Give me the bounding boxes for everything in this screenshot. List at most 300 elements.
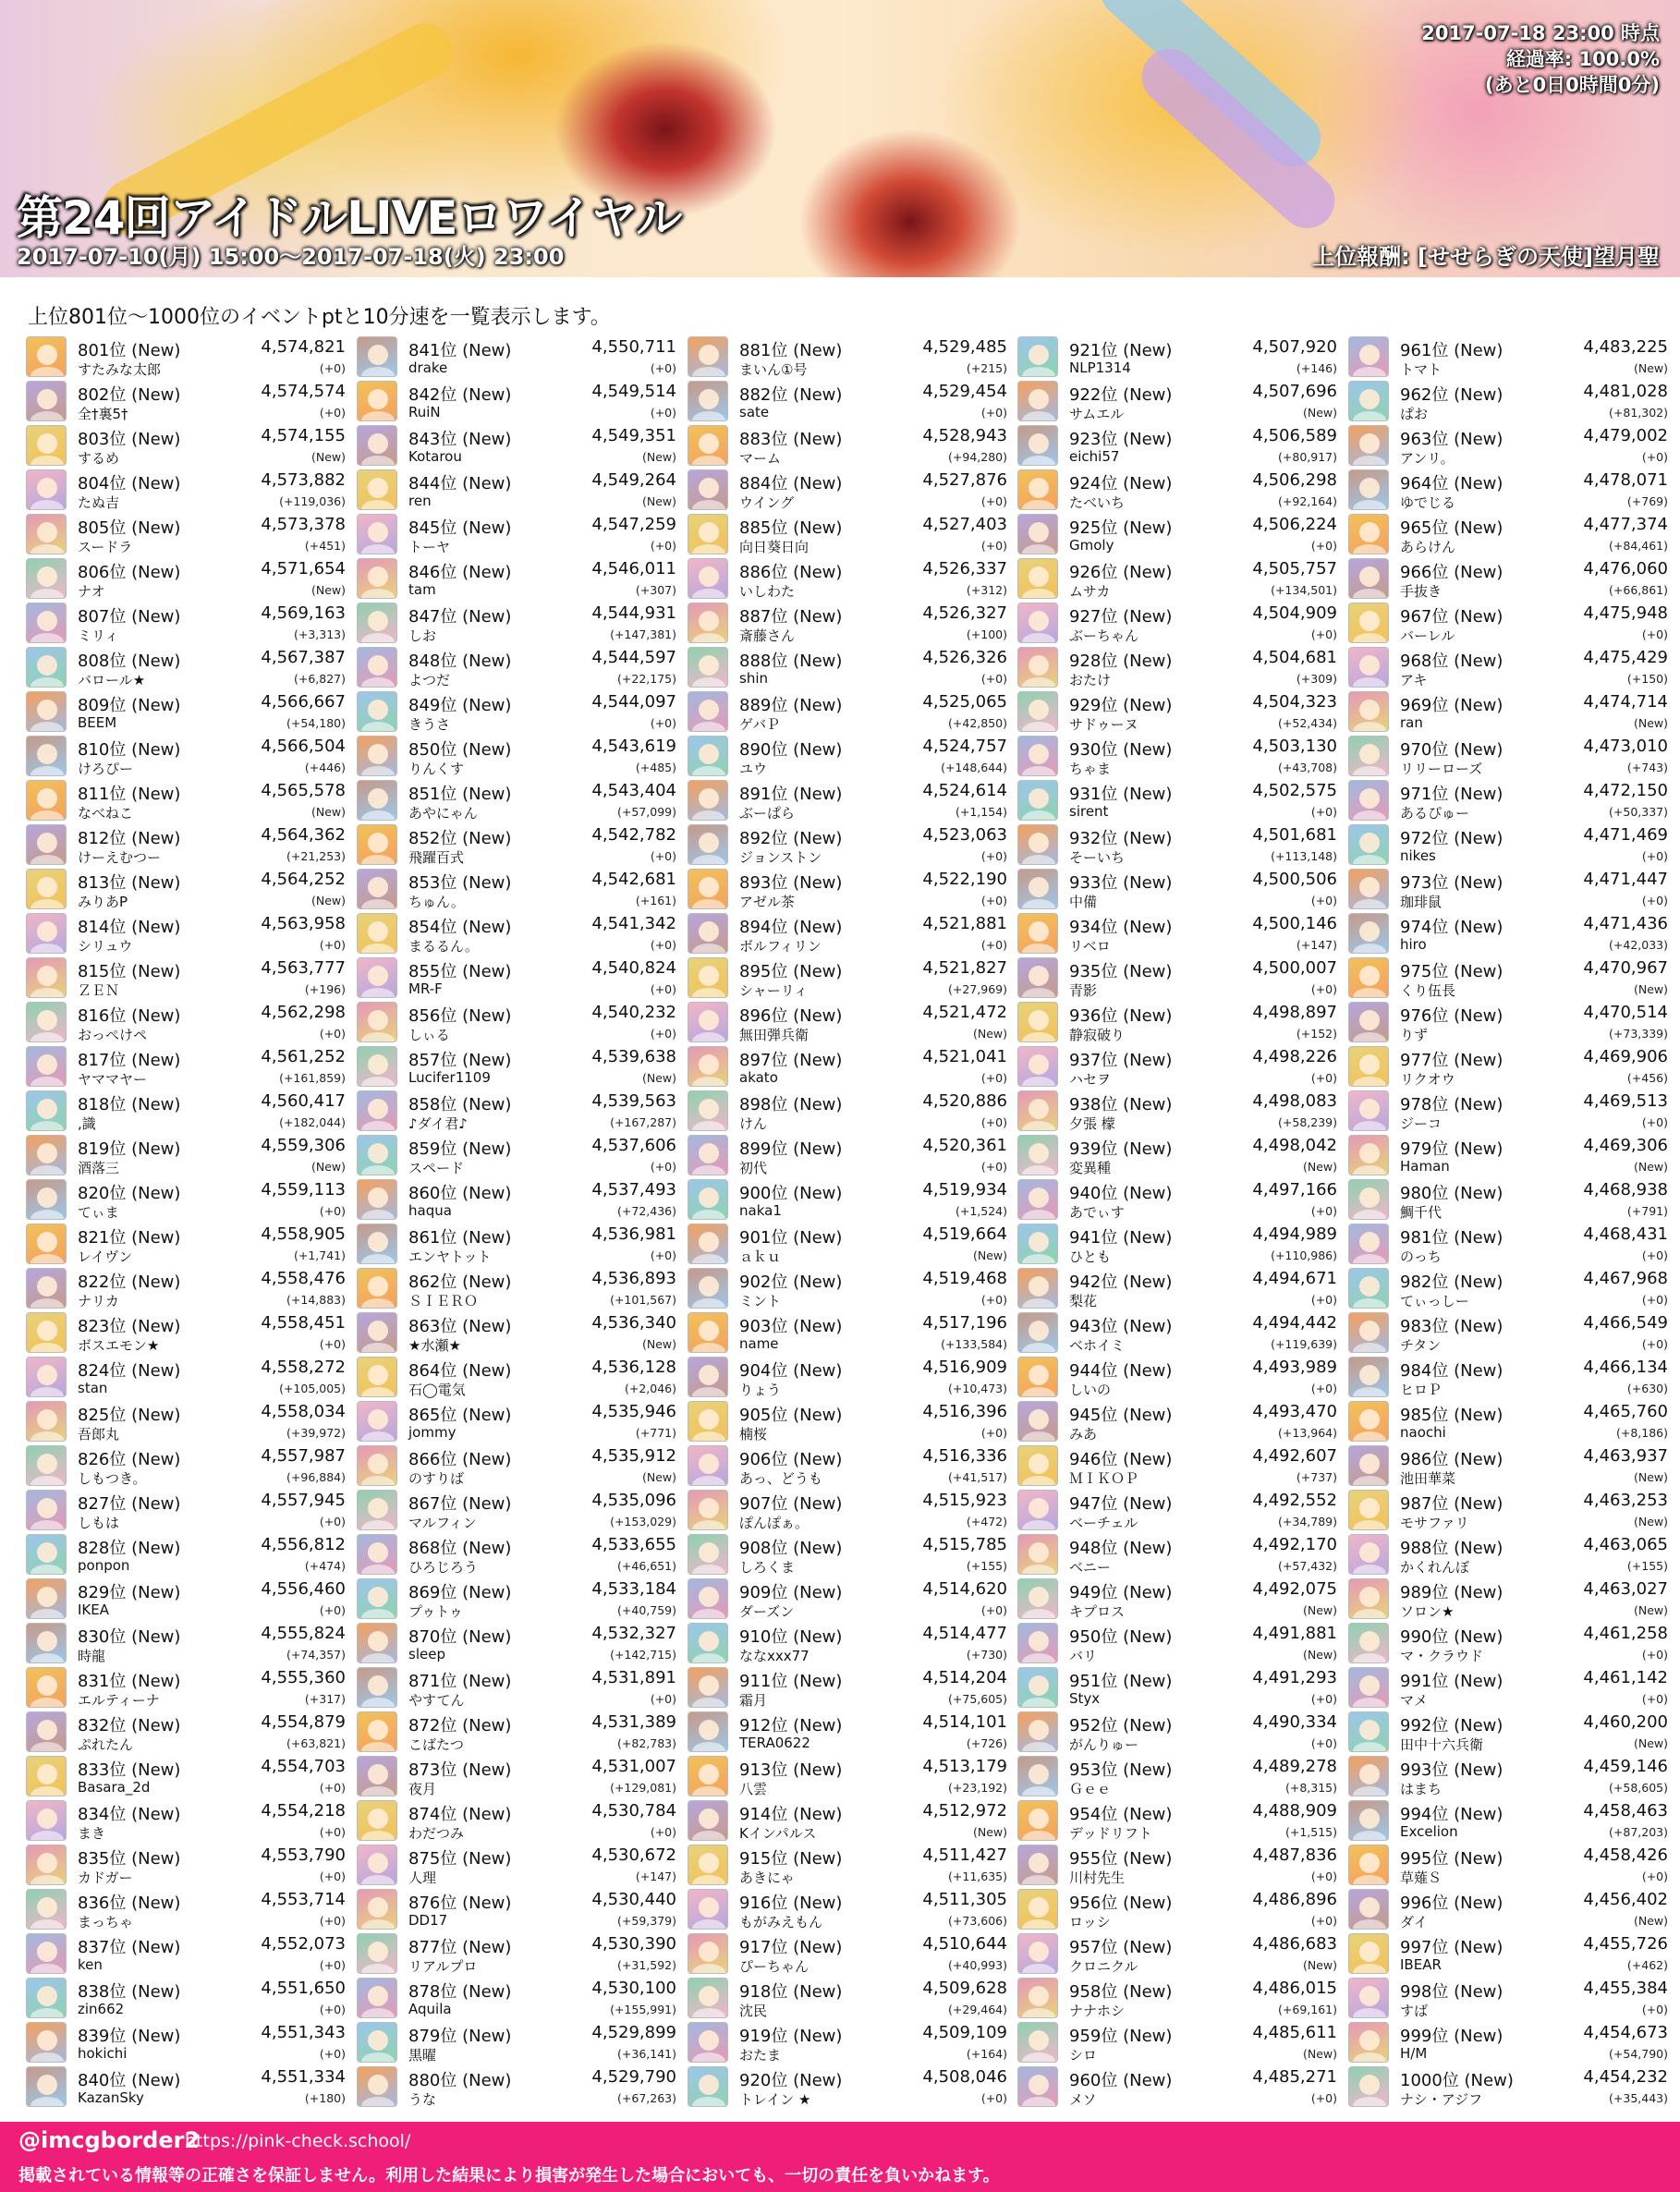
rank-label: 951位 (New) bbox=[1069, 1672, 1173, 1691]
idol-card-icon bbox=[688, 1667, 728, 1708]
rank-label: 912位 (New) bbox=[739, 1716, 843, 1735]
player-name: よつだ bbox=[408, 672, 451, 688]
ten-minute-speed: (New) bbox=[1302, 1603, 1337, 1617]
player-name: あらけん bbox=[1400, 539, 1456, 555]
event-points: 4,573,378 bbox=[261, 515, 346, 534]
idol-card-icon bbox=[357, 647, 397, 688]
rank-label: 819位 (New) bbox=[78, 1139, 181, 1159]
player-name: こばたつ bbox=[408, 1736, 465, 1753]
player-name: ひろじろう bbox=[408, 1559, 479, 1576]
event-points: 4,558,034 bbox=[261, 1402, 346, 1421]
rank-label: 876位 (New) bbox=[408, 1894, 512, 1913]
ranking-row bbox=[1348, 867, 1672, 911]
ten-minute-speed: (+6,827) bbox=[293, 672, 346, 686]
rank-label: 874位 (New) bbox=[408, 1805, 512, 1824]
idol-card-icon bbox=[357, 603, 397, 643]
ranking-row bbox=[688, 1355, 1011, 1399]
player-name: 珈琲鼠 bbox=[1400, 894, 1443, 910]
idol-card-icon bbox=[26, 469, 67, 510]
ten-minute-speed: (+0) bbox=[1310, 894, 1337, 907]
idol-card-icon bbox=[26, 1135, 67, 1175]
ten-minute-speed: (+317) bbox=[304, 1692, 346, 1706]
event-points: 4,472,150 bbox=[1583, 781, 1668, 800]
player-name: 黒曜 bbox=[408, 2047, 437, 2064]
event-points: 4,554,703 bbox=[261, 1757, 346, 1776]
rank-label: 929位 (New) bbox=[1069, 696, 1173, 715]
ten-minute-speed: (+34,789) bbox=[1278, 1515, 1337, 1528]
event-points: 4,549,351 bbox=[591, 426, 676, 445]
player-name: リアルプロ bbox=[408, 1958, 478, 1975]
ranking-row bbox=[1017, 1177, 1341, 1222]
event-points: 4,555,824 bbox=[261, 1624, 346, 1643]
idol-card-icon bbox=[357, 780, 397, 821]
idol-card-icon bbox=[1017, 1090, 1058, 1131]
idol-card-icon bbox=[688, 336, 728, 377]
ranking-row bbox=[357, 1843, 680, 1887]
player-name: 飛躍百式 bbox=[408, 849, 465, 866]
ranking-row bbox=[357, 512, 680, 556]
ranking-row bbox=[26, 689, 349, 734]
ranking-row bbox=[1348, 1399, 1672, 1443]
event-points: 4,492,170 bbox=[1252, 1535, 1337, 1554]
event-points: 4,500,007 bbox=[1252, 958, 1337, 978]
event-points: 4,536,128 bbox=[591, 1358, 676, 1377]
ten-minute-speed: (+1,741) bbox=[293, 1248, 346, 1262]
disclaimer-text: 掲載されている情報等の正確さを保証しません。利用した結果により損害が発生した場合においても、一切の責任を負いかねます。 bbox=[18, 2166, 1000, 2186]
event-points: 4,549,264 bbox=[591, 470, 676, 490]
ten-minute-speed: (New) bbox=[1302, 1648, 1337, 1662]
ranking-row bbox=[26, 468, 349, 512]
player-name: ran bbox=[1400, 714, 1423, 731]
idol-card-icon bbox=[1348, 1002, 1389, 1042]
rank-label: 965位 (New) bbox=[1400, 518, 1503, 538]
ranking-row bbox=[1017, 1577, 1341, 1621]
ranking-row bbox=[26, 1177, 349, 1222]
ten-minute-speed: (New) bbox=[1633, 1160, 1668, 1174]
ranking-row bbox=[688, 1177, 1011, 1222]
ranking-row bbox=[688, 1443, 1011, 1488]
event-points: 4,556,460 bbox=[261, 1579, 346, 1599]
player-name: haqua bbox=[408, 1202, 452, 1219]
event-points: 4,536,981 bbox=[591, 1224, 676, 1244]
idol-card-icon bbox=[688, 824, 728, 865]
ten-minute-speed: (+0) bbox=[1310, 2091, 1337, 2105]
ranking-row bbox=[1348, 1887, 1672, 1931]
ranking-row bbox=[26, 379, 349, 423]
player-name: カドガー bbox=[78, 1869, 133, 1886]
rank-label: 981位 (New) bbox=[1400, 1228, 1503, 1248]
event-points: 4,542,782 bbox=[591, 825, 676, 845]
ten-minute-speed: (+133,584) bbox=[941, 1337, 1007, 1351]
player-name: shin bbox=[739, 670, 768, 687]
idol-card-icon bbox=[26, 691, 67, 732]
rank-label: 863位 (New) bbox=[408, 1317, 512, 1336]
idol-card-icon bbox=[1017, 1711, 1058, 1752]
ranking-row bbox=[26, 423, 349, 468]
idol-card-icon bbox=[26, 381, 67, 421]
rank-label: 850位 (New) bbox=[408, 740, 512, 760]
event-points: 4,530,672 bbox=[591, 1845, 676, 1865]
rank-label: 856位 (New) bbox=[408, 1006, 512, 1026]
ranking-row bbox=[1348, 379, 1672, 423]
player-name: ゆでじる bbox=[1400, 494, 1456, 511]
event-points: 4,516,336 bbox=[922, 1446, 1007, 1466]
rank-label: 943位 (New) bbox=[1069, 1317, 1173, 1336]
ranking-row bbox=[1348, 1177, 1672, 1222]
ranking-row bbox=[688, 956, 1011, 1000]
idol-card-icon bbox=[357, 514, 397, 554]
ten-minute-speed: (+0) bbox=[319, 406, 346, 420]
ten-minute-speed: (+0) bbox=[1641, 627, 1668, 641]
ten-minute-speed: (+180) bbox=[304, 2091, 346, 2105]
ten-minute-speed: (+29,464) bbox=[948, 2003, 1007, 2016]
event-points: 4,455,726 bbox=[1583, 1934, 1668, 1954]
ten-minute-speed: (+791) bbox=[1626, 1204, 1668, 1218]
idol-card-icon bbox=[1017, 647, 1058, 688]
ten-minute-speed: (+161,859) bbox=[279, 1071, 346, 1085]
ten-minute-speed: (New) bbox=[1633, 1914, 1668, 1928]
ranking-row bbox=[1348, 734, 1672, 778]
player-name: ハセヲ bbox=[1069, 1071, 1112, 1088]
player-name: IKEA bbox=[78, 1601, 109, 1618]
event-period: 2017-07-10(月) 15:00～2017-07-18(火) 23:00 bbox=[17, 244, 565, 270]
player-name: ジーコ bbox=[1400, 1115, 1443, 1132]
player-name: メソ bbox=[1069, 2091, 1097, 2108]
player-name: 斎藤さん bbox=[739, 627, 796, 644]
ranking-row bbox=[26, 1399, 349, 1443]
twitter-handle-link[interactable]: @imcgborder2 bbox=[18, 2127, 201, 2153]
player-name: クロニクル bbox=[1069, 1958, 1138, 1975]
player-name: ちゅん。 bbox=[408, 894, 465, 910]
ranking-row bbox=[1017, 645, 1341, 689]
ten-minute-speed: (+40,759) bbox=[617, 1603, 676, 1617]
rank-label: 861位 (New) bbox=[408, 1228, 512, 1248]
player-name: Kインパルス bbox=[739, 1825, 817, 1842]
rank-label: 888位 (New) bbox=[739, 652, 843, 671]
ranking-row bbox=[688, 822, 1011, 867]
ranking-row bbox=[26, 1266, 349, 1310]
ten-minute-speed: (+35,443) bbox=[1609, 2091, 1668, 2105]
rank-label: 957位 (New) bbox=[1069, 1938, 1173, 1957]
ranking-row bbox=[357, 734, 680, 778]
rank-label: 802位 (New) bbox=[78, 385, 181, 405]
idol-card-icon bbox=[26, 1800, 67, 1841]
event-points: 4,473,010 bbox=[1583, 737, 1668, 756]
player-name: 池田華菜 bbox=[1400, 1470, 1456, 1487]
event-points: 4,540,824 bbox=[591, 958, 676, 978]
ten-minute-speed: (+485) bbox=[635, 761, 676, 774]
ten-minute-speed: (+73,606) bbox=[948, 1914, 1007, 1928]
idol-card-icon bbox=[1017, 1224, 1058, 1264]
idol-card-icon bbox=[357, 1490, 397, 1530]
rank-label: 801位 (New) bbox=[78, 341, 181, 360]
player-name: hiro bbox=[1400, 936, 1427, 953]
player-name: hokichi bbox=[78, 2045, 128, 2062]
ten-minute-speed: (+446) bbox=[304, 761, 346, 774]
player-name: 鯛千代 bbox=[1400, 1204, 1443, 1221]
idol-card-icon bbox=[1348, 1046, 1389, 1087]
idol-card-icon bbox=[26, 1490, 67, 1530]
idol-card-icon bbox=[1017, 1578, 1058, 1619]
rank-label: 998位 (New) bbox=[1400, 1982, 1503, 2002]
idol-card-icon bbox=[26, 1711, 67, 1752]
idol-card-icon bbox=[1348, 780, 1389, 821]
ten-minute-speed: (+730) bbox=[966, 1648, 1007, 1662]
ten-minute-speed: (+0) bbox=[650, 1825, 676, 1839]
rank-label: 925位 (New) bbox=[1069, 518, 1173, 538]
ranking-row bbox=[1017, 2064, 1341, 2109]
ranking-row bbox=[357, 1887, 680, 1931]
ten-minute-speed: (+0) bbox=[980, 1115, 1007, 1129]
player-name: しぃる bbox=[408, 1027, 450, 1043]
idol-card-icon bbox=[357, 957, 397, 998]
ten-minute-speed: (New) bbox=[1302, 1958, 1337, 1972]
rank-label: 972位 (New) bbox=[1400, 829, 1503, 848]
ranking-row bbox=[688, 1222, 1011, 1266]
rank-label: 968位 (New) bbox=[1400, 652, 1503, 671]
player-name: RuiN bbox=[408, 404, 441, 420]
idol-card-icon bbox=[1017, 558, 1058, 599]
ranking-row bbox=[1348, 512, 1672, 556]
ranking-row bbox=[26, 645, 349, 689]
event-points: 4,544,097 bbox=[591, 692, 676, 712]
idol-card-icon bbox=[688, 780, 728, 821]
rank-label: 895位 (New) bbox=[739, 962, 843, 981]
rank-label: 975位 (New) bbox=[1400, 962, 1503, 981]
player-name: ナリカ bbox=[78, 1293, 119, 1309]
ranking-row bbox=[688, 1044, 1011, 1089]
player-name: Kotarou bbox=[408, 448, 462, 465]
idol-card-icon bbox=[1017, 469, 1058, 510]
ranking-row bbox=[688, 645, 1011, 689]
idol-card-icon bbox=[1017, 913, 1058, 954]
ten-minute-speed: (+0) bbox=[319, 2047, 346, 2061]
event-points: 4,483,225 bbox=[1583, 337, 1668, 357]
rank-label: 855位 (New) bbox=[408, 962, 512, 981]
event-points: 4,558,272 bbox=[261, 1358, 346, 1377]
ranking-column bbox=[1017, 335, 1341, 2109]
player-name: はまち bbox=[1400, 1781, 1443, 1797]
event-points: 4,511,427 bbox=[922, 1845, 1007, 1865]
idol-card-icon bbox=[1017, 1978, 1058, 2018]
idol-card-icon bbox=[688, 691, 728, 732]
event-points: 4,565,578 bbox=[261, 781, 346, 800]
rank-label: 854位 (New) bbox=[408, 918, 512, 937]
idol-card-icon bbox=[688, 425, 728, 466]
player-name: マ・クラウド bbox=[1400, 1648, 1484, 1664]
rank-label: 974位 (New) bbox=[1400, 918, 1503, 937]
rank-label: 940位 (New) bbox=[1069, 1184, 1173, 1203]
ten-minute-speed: (New) bbox=[641, 1071, 676, 1085]
idol-card-icon bbox=[357, 1845, 397, 1885]
ranking-row bbox=[1348, 1665, 1672, 1710]
ranking-row bbox=[1348, 1621, 1672, 1665]
rank-label: 813位 (New) bbox=[78, 873, 181, 893]
event-points: 4,491,881 bbox=[1252, 1624, 1337, 1643]
idol-card-icon bbox=[26, 1002, 67, 1042]
ranking-row bbox=[1348, 1222, 1672, 1266]
ranking-row bbox=[1348, 1532, 1672, 1577]
player-name: ＭＩＫＯＰ bbox=[1069, 1470, 1139, 1487]
idol-card-icon bbox=[1348, 647, 1389, 688]
event-points: 4,549,514 bbox=[591, 382, 676, 401]
event-points: 4,530,784 bbox=[591, 1801, 676, 1821]
event-points: 4,474,714 bbox=[1583, 692, 1668, 712]
rank-label: 963位 (New) bbox=[1400, 430, 1503, 449]
ranking-row bbox=[357, 1266, 680, 1310]
idol-card-icon bbox=[1017, 824, 1058, 865]
rank-label: 904位 (New) bbox=[739, 1361, 843, 1381]
idol-card-icon bbox=[357, 1623, 397, 1663]
ten-minute-speed: (+307) bbox=[635, 583, 676, 597]
event-points: 4,459,146 bbox=[1583, 1757, 1668, 1776]
ten-minute-speed: (+0) bbox=[650, 1160, 676, 1174]
ranking-row bbox=[1348, 601, 1672, 645]
footer bbox=[0, 2122, 1680, 2192]
rank-label: 907位 (New) bbox=[739, 1494, 843, 1514]
ten-minute-speed: (+726) bbox=[966, 1736, 1007, 1750]
rank-label: 967位 (New) bbox=[1400, 607, 1503, 627]
ten-minute-speed: (New) bbox=[1633, 1736, 1668, 1750]
ten-minute-speed: (+0) bbox=[319, 1825, 346, 1839]
rank-label: 864位 (New) bbox=[408, 1361, 512, 1381]
event-points: 4,460,200 bbox=[1583, 1712, 1668, 1732]
ten-minute-speed: (+472) bbox=[966, 1515, 1007, 1528]
rank-label: 999位 (New) bbox=[1400, 2027, 1503, 2046]
ranking-row bbox=[688, 1488, 1011, 1532]
player-name: 人理 bbox=[408, 1869, 437, 1886]
idol-card-icon bbox=[357, 1756, 397, 1796]
ranking-row bbox=[1017, 1222, 1341, 1266]
event-points: 4,504,909 bbox=[1252, 603, 1337, 623]
ten-minute-speed: (+152) bbox=[1296, 1027, 1337, 1041]
idol-card-icon bbox=[1348, 1667, 1389, 1708]
idol-card-icon bbox=[1017, 1135, 1058, 1175]
rank-label: 865位 (New) bbox=[408, 1406, 512, 1425]
ten-minute-speed: (+14,883) bbox=[286, 1293, 346, 1307]
event-points: 4,469,306 bbox=[1583, 1136, 1668, 1155]
player-name: 向日葵日向 bbox=[739, 539, 810, 555]
ten-minute-speed: (+0) bbox=[1641, 849, 1668, 863]
ranking-row bbox=[26, 1931, 349, 1976]
ten-minute-speed: (+69,161) bbox=[1278, 2003, 1337, 2016]
ten-minute-speed: (+0) bbox=[980, 406, 1007, 420]
ten-minute-speed: (+0) bbox=[1641, 1692, 1668, 1706]
idol-card-icon bbox=[26, 2022, 67, 2063]
player-name: 草薙Ｓ bbox=[1400, 1869, 1443, 1886]
idol-card-icon bbox=[357, 913, 397, 954]
ten-minute-speed: (+0) bbox=[650, 716, 676, 730]
player-name: けろぴー bbox=[78, 761, 134, 777]
player-name: するめ bbox=[78, 450, 120, 467]
player-name: ソロン★ bbox=[1400, 1603, 1455, 1620]
player-name: マーム bbox=[739, 450, 782, 467]
player-name: ななxxx77 bbox=[739, 1648, 810, 1664]
event-points: 4,493,470 bbox=[1252, 1402, 1337, 1421]
idol-card-icon bbox=[1017, 736, 1058, 776]
ten-minute-speed: (+0) bbox=[1310, 1692, 1337, 1706]
player-name: アンリ。 bbox=[1400, 450, 1455, 467]
ranking-row bbox=[1017, 556, 1341, 601]
event-points: 4,520,886 bbox=[922, 1091, 1007, 1111]
ten-minute-speed: (+75,605) bbox=[948, 1692, 1007, 1706]
event-points: 4,477,374 bbox=[1583, 515, 1668, 534]
player-name: まいん①号 bbox=[739, 361, 808, 378]
ranking-row bbox=[688, 601, 1011, 645]
ten-minute-speed: (+196) bbox=[304, 982, 346, 996]
ranking-row bbox=[26, 335, 349, 379]
ranking-row bbox=[26, 2020, 349, 2064]
idol-card-icon bbox=[1017, 1756, 1058, 1796]
rank-label: 989位 (New) bbox=[1400, 1583, 1503, 1602]
ranking-row bbox=[357, 2064, 680, 2109]
player-name: naka1 bbox=[739, 1202, 782, 1219]
ten-minute-speed: (+0) bbox=[980, 894, 1007, 907]
ranking-row bbox=[26, 1044, 349, 1089]
ranking-row bbox=[1348, 645, 1672, 689]
player-name: H/M bbox=[1400, 2045, 1428, 2062]
idol-card-icon bbox=[1348, 1445, 1389, 1486]
event-points: 4,509,628 bbox=[922, 1979, 1007, 1998]
player-name: 夜月 bbox=[408, 1781, 437, 1797]
event-points: 4,488,909 bbox=[1252, 1801, 1337, 1821]
event-points: 4,498,897 bbox=[1252, 1003, 1337, 1022]
rank-label: 811位 (New) bbox=[78, 785, 181, 804]
player-name: エルティーナ bbox=[78, 1692, 160, 1709]
ten-minute-speed: (+54,180) bbox=[286, 716, 346, 730]
player-name: BEEM bbox=[78, 714, 117, 731]
event-points: 4,539,563 bbox=[591, 1091, 676, 1111]
player-name: ボスエモン★ bbox=[78, 1337, 160, 1354]
ten-minute-speed: (+46,651) bbox=[617, 1559, 676, 1573]
site-link[interactable]: https://pink-check.school/ bbox=[185, 2131, 411, 2151]
idol-card-icon bbox=[1348, 736, 1389, 776]
ten-minute-speed: (+113,148) bbox=[1271, 849, 1337, 863]
idol-card-icon bbox=[1017, 2066, 1058, 2107]
player-name: 酒落三 bbox=[78, 1160, 120, 1176]
ten-minute-speed: (+0) bbox=[980, 1293, 1007, 1307]
event-points: 4,514,204 bbox=[922, 1668, 1007, 1687]
idol-card-icon bbox=[688, 1357, 728, 1397]
ranking-row bbox=[1017, 1044, 1341, 1089]
player-name: ナナホシ bbox=[1069, 2003, 1126, 2019]
ten-minute-speed: (+63,821) bbox=[286, 1736, 346, 1750]
ranking-row bbox=[1348, 2064, 1672, 2109]
rank-label: 902位 (New) bbox=[739, 1273, 843, 1292]
player-name: ベニー bbox=[1069, 1559, 1112, 1576]
rank-label: 1000位 (New) bbox=[1400, 2071, 1514, 2090]
player-name: くり伍長 bbox=[1400, 982, 1456, 999]
rank-label: 930位 (New) bbox=[1069, 740, 1173, 760]
ten-minute-speed: (+0) bbox=[1310, 1736, 1337, 1750]
ranking-row bbox=[1017, 867, 1341, 911]
event-points: 4,492,607 bbox=[1252, 1446, 1337, 1466]
rank-label: 860位 (New) bbox=[408, 1184, 512, 1203]
player-name: 静寂破り bbox=[1069, 1027, 1126, 1043]
ten-minute-speed: (+0) bbox=[1641, 1248, 1668, 1262]
player-name: シャーリィ bbox=[739, 982, 809, 999]
ranking-row bbox=[357, 335, 680, 379]
ranking-row bbox=[1017, 1355, 1341, 1399]
event-points: 4,465,760 bbox=[1583, 1402, 1668, 1421]
ten-minute-speed: (New) bbox=[641, 450, 676, 464]
idol-card-icon bbox=[26, 780, 67, 821]
ranking-row bbox=[26, 1976, 349, 2020]
rank-label: 886位 (New) bbox=[739, 563, 843, 582]
ten-minute-speed: (+146) bbox=[1296, 361, 1337, 375]
event-points: 4,491,293 bbox=[1252, 1668, 1337, 1687]
ranking-row bbox=[688, 1843, 1011, 1887]
